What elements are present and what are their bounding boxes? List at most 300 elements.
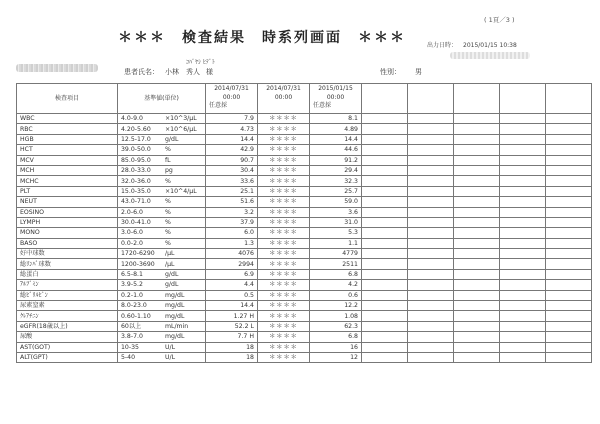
- table-row: [17, 342, 592, 352]
- empty-cell: [408, 124, 454, 134]
- reference-range: 39.0-50.0: [118, 145, 163, 155]
- column-time: 00:00: [274, 93, 293, 101]
- header-reference: 基準値(単位): [118, 84, 206, 114]
- empty-cell: [362, 228, 408, 238]
- reference-range: 3.8-7.0: [118, 332, 163, 342]
- reference-range: 6.5-8.1: [118, 269, 163, 279]
- unit: %: [162, 176, 206, 186]
- value-1: 4.73: [206, 124, 258, 134]
- value-3: 31.0: [310, 217, 362, 227]
- empty-cell: [546, 342, 592, 352]
- table-row: [17, 280, 592, 290]
- value-1: 33.6: [206, 176, 258, 186]
- table-row: [17, 124, 592, 134]
- empty-cell: [500, 124, 546, 134]
- empty-cell: [408, 228, 454, 238]
- empty-cell: [546, 259, 592, 269]
- unit: mg/dL: [162, 290, 206, 300]
- value-2: ＊＊＊＊: [258, 228, 310, 238]
- empty-cell: [454, 269, 500, 279]
- empty-cell: [500, 114, 546, 124]
- value-2: ＊＊＊＊: [258, 259, 310, 269]
- empty-cell: [454, 186, 500, 196]
- empty-cell: [362, 311, 408, 321]
- unit: mg/dL: [162, 301, 206, 311]
- reference-range: 3.0-6.0: [118, 228, 163, 238]
- value-3: 0.6: [310, 290, 362, 300]
- reference-range: 0.2-1.0: [118, 290, 163, 300]
- empty-cell: [362, 124, 408, 134]
- unit: %: [162, 217, 206, 227]
- test-name: NEUT: [17, 197, 118, 207]
- value-1: 4.4: [206, 280, 258, 290]
- reference-range: 28.0-33.0: [118, 165, 163, 175]
- test-name: MCH: [17, 165, 118, 175]
- empty-cell: [546, 165, 592, 175]
- unit: fL: [162, 155, 206, 165]
- value-2: ＊＊＊＊: [258, 342, 310, 352]
- redacted-mark: [450, 52, 530, 59]
- unit: g/dL: [162, 280, 206, 290]
- empty-cell: [454, 165, 500, 175]
- empty-cell: [454, 301, 500, 311]
- value-3: 44.6: [310, 145, 362, 155]
- value-1: 30.4: [206, 165, 258, 175]
- empty-cell: [362, 280, 408, 290]
- table-row: [17, 134, 592, 144]
- unit: %: [162, 228, 206, 238]
- value-1: 1.3: [206, 238, 258, 248]
- empty-cell: [454, 155, 500, 165]
- empty-cell: [362, 352, 408, 362]
- empty-cell: [408, 290, 454, 300]
- header-test-item: 検査項目: [17, 84, 118, 114]
- column-time: 00:00: [222, 93, 241, 101]
- test-name: RBC: [17, 124, 118, 134]
- empty-cell: [454, 176, 500, 186]
- value-1: 7.9: [206, 114, 258, 124]
- empty-cell: [546, 207, 592, 217]
- table-header-row: [17, 84, 592, 114]
- column-header: [310, 84, 362, 114]
- patient-sex-row: [380, 67, 436, 77]
- test-name: MCHC: [17, 176, 118, 186]
- empty-cell: [454, 124, 500, 134]
- unit: %: [162, 207, 206, 217]
- empty-cell: [454, 114, 500, 124]
- empty-cell: [454, 332, 500, 342]
- empty-cell: [408, 301, 454, 311]
- empty-cell: [546, 249, 592, 259]
- unit: U/L: [162, 352, 206, 362]
- unit: /μL: [162, 259, 206, 269]
- empty-cell: [408, 269, 454, 279]
- empty-cell: [500, 217, 546, 227]
- empty-cell: [454, 145, 500, 155]
- unit: g/dL: [162, 269, 206, 279]
- empty-column-header: [362, 84, 408, 114]
- value-1: 37.9: [206, 217, 258, 227]
- reference-range: 4.0-9.0: [118, 114, 163, 124]
- value-3: 4779: [310, 249, 362, 259]
- reference-range: 30.0-41.0: [118, 217, 163, 227]
- empty-cell: [546, 155, 592, 165]
- value-2: ＊＊＊＊: [258, 301, 310, 311]
- value-2: ＊＊＊＊: [258, 145, 310, 155]
- value-2: ＊＊＊＊: [258, 186, 310, 196]
- empty-cell: [546, 269, 592, 279]
- value-3: 29.4: [310, 165, 362, 175]
- reference-range: 8.0-23.0: [118, 301, 163, 311]
- value-3: 8.1: [310, 114, 362, 124]
- table-row: [17, 217, 592, 227]
- empty-cell: [408, 238, 454, 248]
- empty-cell: [408, 280, 454, 290]
- test-name: PLT: [17, 186, 118, 196]
- value-1: 14.4: [206, 301, 258, 311]
- unit: U/L: [162, 342, 206, 352]
- column-date: 2014/07/31: [214, 85, 249, 92]
- value-2: ＊＊＊＊: [258, 290, 310, 300]
- test-name: 総ﾋﾞﾘﾙﾋﾞﾝ: [17, 290, 118, 300]
- value-1: 3.2: [206, 207, 258, 217]
- empty-cell: [454, 311, 500, 321]
- page-number: ( 1頁／3 ): [484, 16, 515, 24]
- value-2: ＊＊＊＊: [258, 280, 310, 290]
- empty-cell: [362, 269, 408, 279]
- empty-cell: [454, 280, 500, 290]
- column-date: 2014/07/31: [266, 85, 301, 92]
- reference-range: 85.0-95.0: [118, 155, 163, 165]
- table-row: [17, 145, 592, 155]
- table-row: [17, 311, 592, 321]
- table-row: [17, 238, 592, 248]
- empty-cell: [546, 197, 592, 207]
- value-3: 2511: [310, 259, 362, 269]
- value-3: 4.2: [310, 280, 362, 290]
- value-1: 52.2 L: [206, 321, 258, 331]
- test-name: ALT(GPT): [17, 352, 118, 362]
- empty-cell: [454, 228, 500, 238]
- value-3: 91.2: [310, 155, 362, 165]
- empty-cell: [546, 145, 592, 155]
- value-3: 5.3: [310, 228, 362, 238]
- empty-cell: [362, 342, 408, 352]
- empty-cell: [408, 207, 454, 217]
- empty-cell: [408, 155, 454, 165]
- reference-range: 2.0-6.0: [118, 207, 163, 217]
- value-3: 6.8: [310, 332, 362, 342]
- empty-cell: [500, 332, 546, 342]
- empty-cell: [362, 197, 408, 207]
- value-1: 4076: [206, 249, 258, 259]
- output-datetime-value: 2015/01/15 10:38: [463, 42, 517, 49]
- empty-cell: [408, 197, 454, 207]
- empty-cell: [546, 238, 592, 248]
- reference-range: 5-40: [118, 352, 163, 362]
- empty-cell: [454, 290, 500, 300]
- value-2: ＊＊＊＊: [258, 249, 310, 259]
- test-name: BASO: [17, 238, 118, 248]
- empty-cell: [500, 301, 546, 311]
- empty-cell: [408, 342, 454, 352]
- empty-cell: [500, 311, 546, 321]
- test-name: 尿酸: [17, 332, 118, 342]
- empty-cell: [408, 311, 454, 321]
- empty-cell: [454, 238, 500, 248]
- empty-cell: [546, 114, 592, 124]
- reference-range: 12.5-17.0: [118, 134, 163, 144]
- value-2: ＊＊＊＊: [258, 155, 310, 165]
- empty-cell: [454, 352, 500, 362]
- value-3: 6.8: [310, 269, 362, 279]
- table-row: [17, 176, 592, 186]
- table-row: [17, 186, 592, 196]
- reference-range: 60以上: [118, 321, 163, 331]
- empty-cell: [500, 134, 546, 144]
- value-2: ＊＊＊＊: [258, 269, 310, 279]
- empty-cell: [546, 321, 592, 331]
- empty-column-header: [500, 84, 546, 114]
- table-row: [17, 269, 592, 279]
- empty-cell: [454, 217, 500, 227]
- value-3: 62.3: [310, 321, 362, 331]
- empty-cell: [408, 332, 454, 342]
- empty-cell: [500, 321, 546, 331]
- empty-cell: [500, 280, 546, 290]
- table-row: [17, 321, 592, 331]
- table-row: [17, 197, 592, 207]
- value-1: 7.7 H: [206, 332, 258, 342]
- empty-cell: [362, 321, 408, 331]
- value-2: ＊＊＊＊: [258, 134, 310, 144]
- empty-cell: [408, 321, 454, 331]
- value-2: ＊＊＊＊: [258, 124, 310, 134]
- empty-cell: [500, 145, 546, 155]
- test-name: MCV: [17, 155, 118, 165]
- reference-range: 1200-3690: [118, 259, 163, 269]
- value-1: 1.27 H: [206, 311, 258, 321]
- empty-cell: [362, 217, 408, 227]
- empty-cell: [500, 290, 546, 300]
- empty-cell: [362, 155, 408, 165]
- empty-cell: [500, 342, 546, 352]
- test-name: WBC: [17, 114, 118, 124]
- page-title: ＊＊＊ 検査結果 時系列画面 ＊＊＊: [118, 30, 406, 46]
- empty-cell: [454, 321, 500, 331]
- test-name: eGFR(18歳以上): [17, 321, 118, 331]
- value-2: ＊＊＊＊: [258, 321, 310, 331]
- empty-column-header: [454, 84, 500, 114]
- value-3: 16: [310, 342, 362, 352]
- empty-cell: [362, 165, 408, 175]
- value-3: 1.1: [310, 238, 362, 248]
- column-header: [206, 84, 258, 114]
- sex-value: 男: [415, 68, 422, 76]
- patient-name-row: [124, 67, 219, 77]
- empty-cell: [408, 217, 454, 227]
- table-row: [17, 228, 592, 238]
- empty-cell: [408, 259, 454, 269]
- table-row: [17, 155, 592, 165]
- patient-honorific: 様: [206, 68, 213, 76]
- reference-range: 4.20-5.60: [118, 124, 163, 134]
- empty-cell: [500, 249, 546, 259]
- unit: g/dL: [162, 134, 206, 144]
- test-name: LYMPH: [17, 217, 118, 227]
- empty-cell: [546, 311, 592, 321]
- empty-cell: [546, 290, 592, 300]
- reference-range: 0.0-2.0: [118, 238, 163, 248]
- empty-cell: [500, 269, 546, 279]
- test-name: MONO: [17, 228, 118, 238]
- empty-cell: [546, 217, 592, 227]
- value-2: ＊＊＊＊: [258, 114, 310, 124]
- value-1: 25.1: [206, 186, 258, 196]
- empty-cell: [408, 145, 454, 155]
- empty-cell: [408, 249, 454, 259]
- empty-column-header: [546, 84, 592, 114]
- column-header: [258, 84, 310, 114]
- results-table: [16, 83, 592, 363]
- value-1: 42.9: [206, 145, 258, 155]
- unit: ×10^6/μL: [162, 124, 206, 134]
- empty-cell: [500, 228, 546, 238]
- column-time: 00:00: [326, 93, 345, 101]
- empty-cell: [362, 238, 408, 248]
- value-3: 59.0: [310, 197, 362, 207]
- table-row: [17, 290, 592, 300]
- reference-range: 1720-6290: [118, 249, 163, 259]
- empty-cell: [408, 134, 454, 144]
- test-name: HGB: [17, 134, 118, 144]
- reference-range: 15.0-35.0: [118, 186, 163, 196]
- empty-cell: [546, 332, 592, 342]
- reference-range: 43.0-71.0: [118, 197, 163, 207]
- table-row: [17, 207, 592, 217]
- empty-cell: [362, 290, 408, 300]
- test-name: 総蛋白: [17, 269, 118, 279]
- test-name: ｸﾚｱﾁﾆﾝ: [17, 311, 118, 321]
- empty-cell: [454, 342, 500, 352]
- empty-cell: [454, 259, 500, 269]
- value-1: 18: [206, 352, 258, 362]
- unit: pg: [162, 165, 206, 175]
- empty-cell: [362, 186, 408, 196]
- value-3: 4.89: [310, 124, 362, 134]
- empty-cell: [362, 176, 408, 186]
- empty-cell: [546, 134, 592, 144]
- empty-cell: [500, 176, 546, 186]
- empty-cell: [454, 134, 500, 144]
- sex-label: 性別：: [380, 68, 401, 76]
- patient-name-kana: ｺﾊﾞﾔｼ ﾋﾃﾞﾄ: [186, 59, 215, 66]
- column-note: 任意採: [209, 102, 228, 109]
- unit: /μL: [162, 249, 206, 259]
- empty-cell: [500, 352, 546, 362]
- empty-cell: [546, 124, 592, 134]
- table-row: [17, 165, 592, 175]
- unit: mg/dL: [162, 332, 206, 342]
- empty-cell: [454, 249, 500, 259]
- table-row: [17, 259, 592, 269]
- test-name: EOSINO: [17, 207, 118, 217]
- value-1: 18: [206, 342, 258, 352]
- value-1: 2994: [206, 259, 258, 269]
- patient-name-label: 患者氏名：: [124, 68, 159, 76]
- reference-range: 10-35: [118, 342, 163, 352]
- value-2: ＊＊＊＊: [258, 332, 310, 342]
- value-1: 6.9: [206, 269, 258, 279]
- value-1: 90.7: [206, 155, 258, 165]
- value-1: 14.4: [206, 134, 258, 144]
- value-2: ＊＊＊＊: [258, 311, 310, 321]
- empty-cell: [362, 134, 408, 144]
- table-row: [17, 301, 592, 311]
- empty-cell: [362, 207, 408, 217]
- table-row: [17, 352, 592, 362]
- value-3: 32.3: [310, 176, 362, 186]
- unit: ×10^3/μL: [162, 114, 206, 124]
- results-table-body: [17, 114, 592, 363]
- empty-cell: [500, 186, 546, 196]
- value-3: 12: [310, 352, 362, 362]
- empty-cell: [362, 249, 408, 259]
- value-3: 25.7: [310, 186, 362, 196]
- empty-cell: [500, 238, 546, 248]
- empty-cell: [500, 259, 546, 269]
- empty-cell: [546, 280, 592, 290]
- empty-cell: [546, 176, 592, 186]
- value-3: 14.4: [310, 134, 362, 144]
- value-1: 51.6: [206, 197, 258, 207]
- reference-range: 0.60-1.10: [118, 311, 163, 321]
- empty-cell: [408, 186, 454, 196]
- value-2: ＊＊＊＊: [258, 207, 310, 217]
- empty-cell: [362, 114, 408, 124]
- output-datetime-label: 出力日時：: [427, 42, 458, 49]
- value-2: ＊＊＊＊: [258, 197, 310, 207]
- unit: %: [162, 145, 206, 155]
- test-name: 尿素窒素: [17, 301, 118, 311]
- empty-cell: [500, 197, 546, 207]
- table-row: [17, 249, 592, 259]
- empty-cell: [500, 155, 546, 165]
- redacted-patient-id: [16, 64, 98, 72]
- empty-cell: [362, 301, 408, 311]
- test-name: HCT: [17, 145, 118, 155]
- unit: %: [162, 197, 206, 207]
- empty-cell: [408, 165, 454, 175]
- unit: mL/min: [162, 321, 206, 331]
- empty-cell: [362, 332, 408, 342]
- value-2: ＊＊＊＊: [258, 217, 310, 227]
- empty-cell: [546, 301, 592, 311]
- empty-cell: [408, 176, 454, 186]
- empty-cell: [500, 207, 546, 217]
- table-row: [17, 114, 592, 124]
- test-name: AST(GOT): [17, 342, 118, 352]
- empty-cell: [546, 228, 592, 238]
- value-2: ＊＊＊＊: [258, 352, 310, 362]
- value-2: ＊＊＊＊: [258, 165, 310, 175]
- patient-name: 小林 秀人: [165, 68, 200, 76]
- empty-cell: [454, 197, 500, 207]
- value-3: 12.2: [310, 301, 362, 311]
- output-datetime: [427, 40, 517, 49]
- value-3: 3.6: [310, 207, 362, 217]
- empty-cell: [408, 352, 454, 362]
